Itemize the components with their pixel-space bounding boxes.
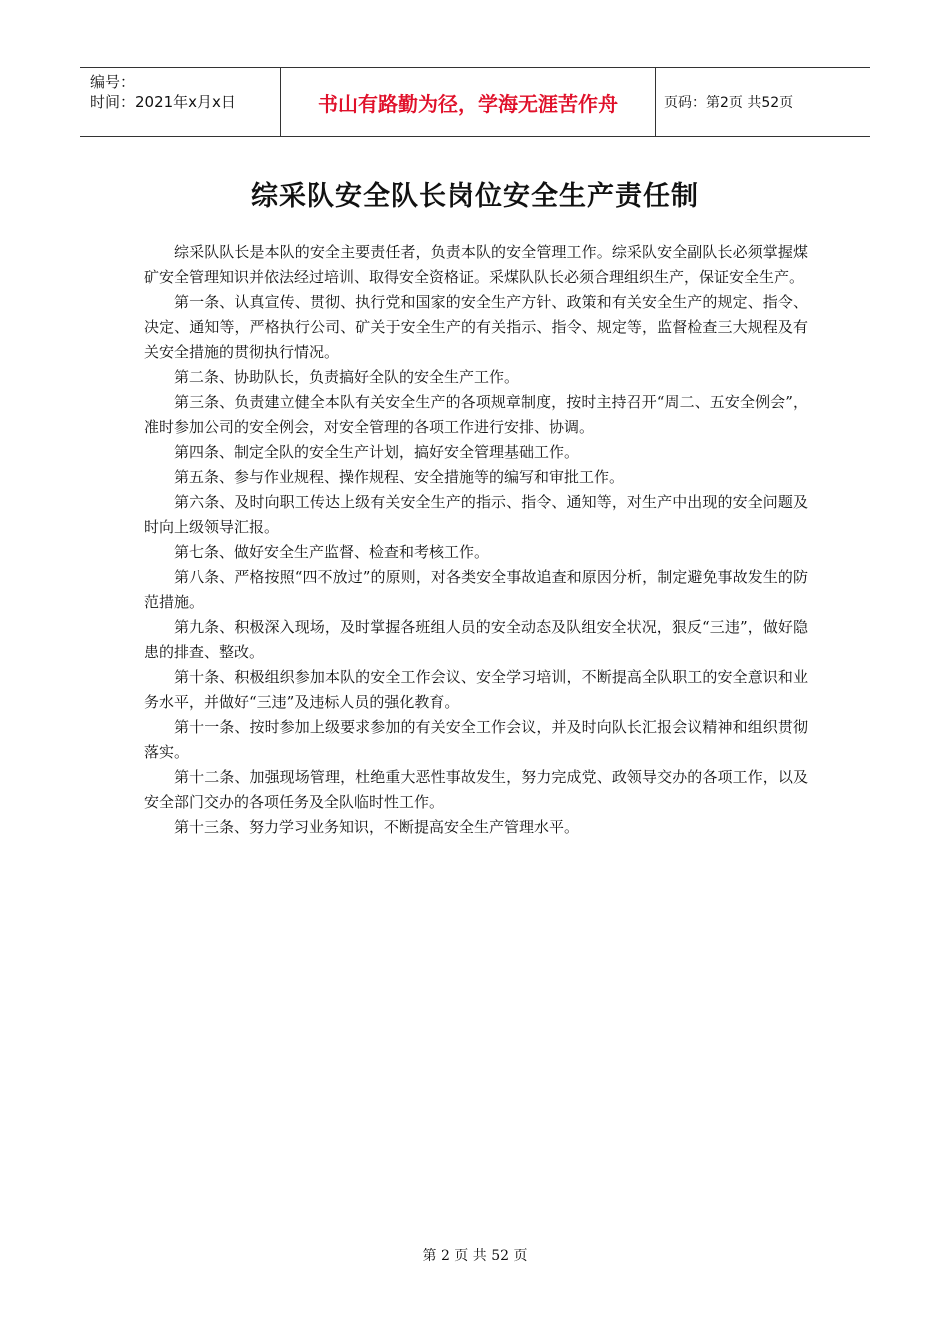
header-motto: 书山有路勤为径，学海无涯苦作舟 xyxy=(281,68,656,136)
paragraph: 第十一条、按时参加上级要求参加的有关安全工作会议，并及时向队长汇报会议精神和组织贯彻落实。 xyxy=(144,718,808,761)
paragraph: 第六条、及时向职工传达上级有关安全生产的指示、指令、通知等，对生产中出现的安全问题及时向上级领导汇报。 xyxy=(144,493,808,536)
paragraph: 第九条、积极深入现场，及时掌握各班组人员的安全动态及队组安全状况，狠反“三违”，做好隐患的排查、整改。 xyxy=(144,618,808,661)
paragraph: 第四条、制定全队的安全生产计划，搞好安全管理基础工作。 xyxy=(174,443,580,461)
document-header xyxy=(80,67,870,137)
paragraph: 第一条、认真宣传、贯彻、执行党和国家的安全生产方针、政策和有关安全生产的规定、指令、决定、通知等，严格执行公司、矿关于安全生产的有关指示、指令、规定等，监督检查三大规程及有关安全措施的贯彻执行情况。 xyxy=(144,293,808,361)
paragraph: 第七条、做好安全生产监督、检查和考核工作。 xyxy=(174,543,490,561)
paragraph: 第八条、严格按照“四不放过”的原则，对各类安全事故追查和原因分析，制定避免事故发生的防范措施。 xyxy=(144,568,808,611)
date-label: 时间：2021年x月x日 xyxy=(90,93,236,111)
paragraph: 综采队队长是本队的安全主要责任者，负责本队的安全管理工作。综采队安全副队长必须掌握煤矿安全管理知识并依法经过培训、取得安全资格证。采煤队队长必须合理组织生产，保证安全生产。 xyxy=(144,243,808,286)
header-meta xyxy=(80,68,281,136)
paragraph: 第二条、协助队长，负责搞好全队的安全生产工作。 xyxy=(174,368,520,386)
document-body xyxy=(144,240,808,840)
page-footer: 第 2 页 共 52 页 xyxy=(422,1248,528,1264)
paragraph: 第十二条、加强现场管理，杜绝重大恶性事故发生，努力完成党、政领导交办的各项工作，以及安全部门交办的各项任务及全队临时性工作。 xyxy=(144,768,808,811)
paragraph: 第五条、参与作业规程、操作规程、安全措施等的编写和审批工作。 xyxy=(174,468,625,486)
number-label: 编号： xyxy=(90,73,136,91)
paragraph: 第十三条、努力学习业务知识，不断提高安全生产管理水平。 xyxy=(174,818,580,836)
paragraph: 第十条、积极组织参加本队的安全工作会议、安全学习培训，不断提高全队职工的安全意识和业务水平，并做好“三违”及违标人员的强化教育。 xyxy=(144,668,808,711)
paragraph: 第三条、负责建立健全本队有关安全生产的各项规章制度，按时主持召开“周二、五安全例会”，准时参加公司的安全例会，对安全管理的各项工作进行安排、协调。 xyxy=(144,393,808,436)
header-page-info: 页码：第2页 共52页 xyxy=(664,95,794,111)
document-title: 综采队安全队长岗位安全生产责任制 xyxy=(251,181,699,212)
